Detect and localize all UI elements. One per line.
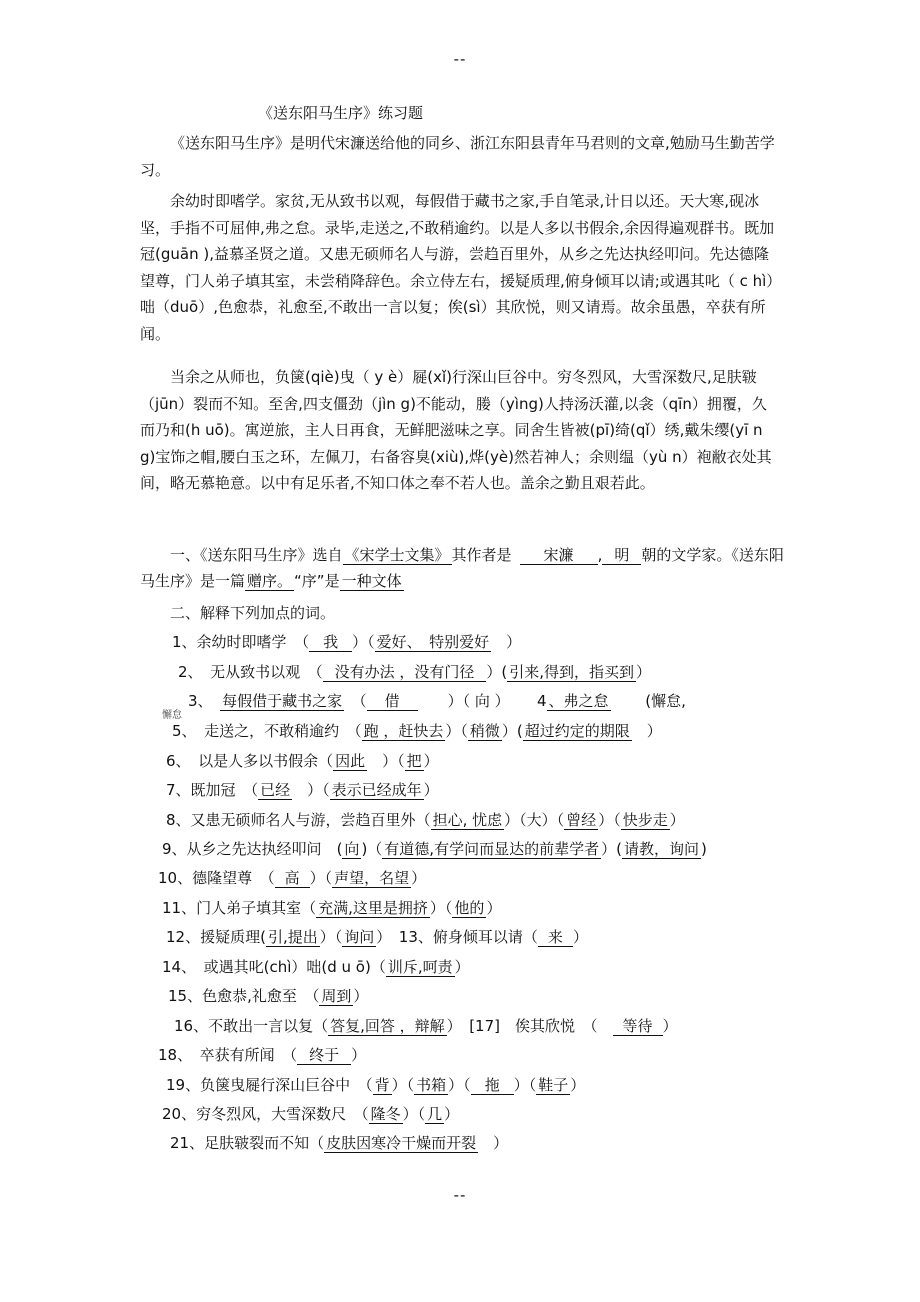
item-12-answer-1: 引,提出 — [267, 928, 318, 946]
item-14: 14、 或遇其叱(chì）咄(d u ō)（ 训斥,呵责 ） — [162, 958, 470, 976]
item-8-answer-1: 担心, 忧虑 — [432, 811, 503, 829]
item-15-answer: 周到 — [321, 987, 352, 1005]
item-2-answer-2: 引来,得到，指买到 — [509, 663, 635, 681]
item-19-answer-4: 鞋子 — [538, 1076, 569, 1094]
s1-text-1: 一、《送东阳马生序》选自 — [170, 546, 343, 564]
item-20: 20、穷冬烈风，大雪深数尺 （ 隆冬 ）（ 几 ） — [162, 1105, 460, 1123]
item-8-answer-4: 快步走 — [622, 811, 668, 829]
page-title: 《送东阳马生序》练习题 — [258, 104, 424, 122]
item-3-answer-2: 向 — [474, 692, 490, 710]
item-20-answer-1: 隆冬 — [370, 1105, 401, 1123]
item-21: 21、足肤皲裂而不知（ 皮肤因寒冷干燥而开裂 ） — [170, 1134, 509, 1152]
item-10: 10、德隆望尊 （ 高 ）（ 声望，名望 ） — [158, 869, 427, 887]
passage-paragraph-2: 当余之从师也，负箧(qiè)曳（ y è）屣(xǐ)行深山巨谷中。穷冬烈风，大雪深数尺,足肤皲（jūn）裂而不知。至舍,四支僵劲（jìn g)不能动，媵（yìng)人持汤沃灌,以衾（qīn）拥覆，久而乃和(h uō)。寓逆旅，主人日再食，无鲜肥滋味之享。同舍生皆被(pī)绮(qǐ）绣,戴朱缨(yī n g)宝饰之帽,腰白玉之环，左佩刀，右备容臭(xiù),烨(yè)然若神人；余则缊（yù n）袍敝衣处其间，略无慕艳意。以中有足乐者,不知口体之奉不若人也。盖余之勤且艰若此。 — [140, 368, 772, 492]
item-8-answer-2: 大 — [526, 811, 542, 829]
item-12-answer-2: 询问 — [344, 928, 375, 946]
item-5-answer-3: 超过约定的期限 — [524, 722, 630, 740]
s1-author-answer: 宋濂 — [520, 546, 598, 565]
section-2-heading: 二、解释下列加点的词。 — [170, 604, 336, 622]
item-9-answer-3: 请教，询问 — [623, 840, 699, 858]
item-1-answer-1: 我 — [309, 633, 352, 652]
item-17-answer: 等待 — [613, 1017, 663, 1036]
item-16-answer: 答复,回答 ，辩解 — [330, 1017, 445, 1035]
item-4-number: 4 — [536, 692, 547, 710]
item-19-answer-3: 拖 — [471, 1076, 514, 1095]
item-11: 11、门人弟子填其室（ 充满,这里是拥挤 ）（ 他的 ） — [162, 899, 502, 917]
item-19: 19、负箧曳屣行深山巨谷中 （ 背 ）（ 书箱 ）（ 拖 ）（ 鞋子 ） — [166, 1076, 586, 1094]
item-7-answer-1: 已经 — [260, 781, 291, 799]
item-9-answer-2: 有道德,有学问而显达的前辈学者 — [384, 840, 600, 858]
item-16: 16、不敢出一言以复（ 答复,回答 ，辩解 ） [17] 俟其欣悦 （ 等待 ） — [174, 1017, 678, 1035]
page-header-mark: -- — [453, 50, 467, 68]
item-2: 2、 无从致书以观 （ 没有办法 ，没有门径 ）( 引来,得到，指买到 ） — [178, 663, 652, 681]
item-3-answer-1: 借 — [367, 692, 418, 711]
item-12: 12、援疑质理( 引,提出 ）（ 询问 ） 13、俯身倾耳以请（ 来 ） — [166, 928, 588, 946]
item-6: 6、 以是人多以书假余（ 因此 ）（ 把 ） — [166, 752, 439, 770]
item-1-answer-2: 爱好、 特别爱好 — [376, 633, 490, 651]
s1-text-5: “序”是 — [294, 572, 340, 590]
s1-genre-answer-a: 赠序。 — [247, 572, 293, 590]
item-10-answer-1: 高 — [275, 869, 310, 888]
item-9: 9、从乡之先达执经叩问 ( 向 )（ 有道德,有学问而显达的前辈学者 ）( 请教，询问 ) — [162, 840, 707, 858]
item-3-sentence: 每假借于藏书之家 — [222, 692, 343, 710]
s1-text-2: 其作者是 — [451, 546, 512, 564]
item-5-answer-2: 稍微 — [469, 722, 500, 740]
item-19-answer-1: 背 — [374, 1076, 390, 1094]
item-3: 3、 每假借于藏书之家 （ 借 ）（ 向 ） 4 、弗之怠 (懈怠, — [188, 692, 686, 710]
s1-genre-answer-b: 一种文体 — [341, 572, 402, 590]
intro-paragraph: 《送东阳马生序》是明代宋濂送给他的同乡、浙江东阳县青年马君则的文章,勉励马生勤苦学习。 — [140, 134, 775, 179]
item-1: 1、余幼时即嗜学 （ 我 ）（ 爱好、 特别爱好 ） — [172, 633, 522, 651]
s1-dynasty-answer: 明 — [602, 546, 641, 565]
item-4-sentence: 、弗之怠 — [548, 692, 609, 710]
item-4-answer: (懈怠, — [645, 692, 686, 710]
item-21-answer: 皮肤因寒冷干燥而开裂 — [326, 1134, 477, 1152]
item-5-answer-1: 跑 ，赶快去 — [363, 722, 444, 740]
item-6-answer-1: 因此 — [335, 752, 366, 770]
page-footer-mark: -- — [453, 1186, 467, 1204]
item-2-answer-1: 没有办法 ，没有门径 — [323, 663, 487, 682]
item-11-answer-2: 他的 — [454, 899, 485, 917]
item-8: 8、又患无硕师名人与游，尝趋百里外（ 担心, 忧虑 ）（大）（ 曾经 ）（ 快步走 ） — [166, 811, 685, 829]
item-17-number: [17] — [469, 1017, 500, 1035]
item-15: 15、色愈恭,礼愈至 （ 周到 ） — [168, 987, 369, 1005]
item-10-answer-2: 声望，名望 — [334, 869, 410, 887]
item-5: 5、 走送之，不敢稍逾约 （ 跑 ，赶快去 ）（ 稍微 ）( 超过约定的期限 ） — [172, 722, 662, 740]
item-11-answer-1: 充满,这里是拥挤 — [318, 899, 428, 917]
item-7: 7、既加冠 （ 已经 ）（ 表示已经成年 ） — [166, 781, 439, 799]
item-14-answer: 训斥,呵责 — [387, 958, 453, 976]
s1-source-answer: 《宋学士文集》 — [344, 546, 450, 564]
item-8-answer-3: 曾经 — [566, 811, 597, 829]
item-18-answer: 终于 — [297, 1046, 351, 1065]
item-19-answer-2: 书箱 — [416, 1076, 447, 1094]
item-18: 18、 卒获有所闻 （ 终于 ） — [158, 1046, 367, 1064]
passage-paragraph-1: 余幼时即嗜学。家贫,无从致书以观，每假借于藏书之家,手自笔录,计日以还。天大寒,砚冰坚，手指不可屈伸,弗之怠。录毕,走送之,不敢稍逾约。以是人多以书假余,余因得遍观群书。既加冠(guān ),益慕圣贤之道。又患无硕师名人与游，尝趋百里外，从乡之先达执经叩问。先达德隆望尊，门人弟子填其室，未尝稍降辞色。余立侍左右，援疑质理,俯身倾耳以请;或遇其叱（ c hì）咄（duō）,色愈恭，礼愈至,不敢出一言以复；俟(sì）其欣悦，则又请焉。故余虽愚，卒获有所闻。 — [140, 192, 775, 343]
item-13-number: 13、 — [398, 928, 433, 946]
s1-text-3: , — [597, 546, 603, 564]
question-section-1 — [140, 542, 790, 594]
s1-text-4: 朝的文学家。《送东阳马生序》是一篇 — [140, 546, 784, 590]
item-13-answer: 来 — [538, 928, 573, 947]
item-6-answer-2: 把 — [406, 752, 422, 770]
item-7-answer-2: 表示已经成年 — [331, 781, 422, 799]
item-4-overflow-text: 懈怠 — [162, 710, 182, 721]
item-9-answer-1: 向 — [344, 840, 360, 858]
item-20-answer-2: 几 — [427, 1105, 443, 1123]
